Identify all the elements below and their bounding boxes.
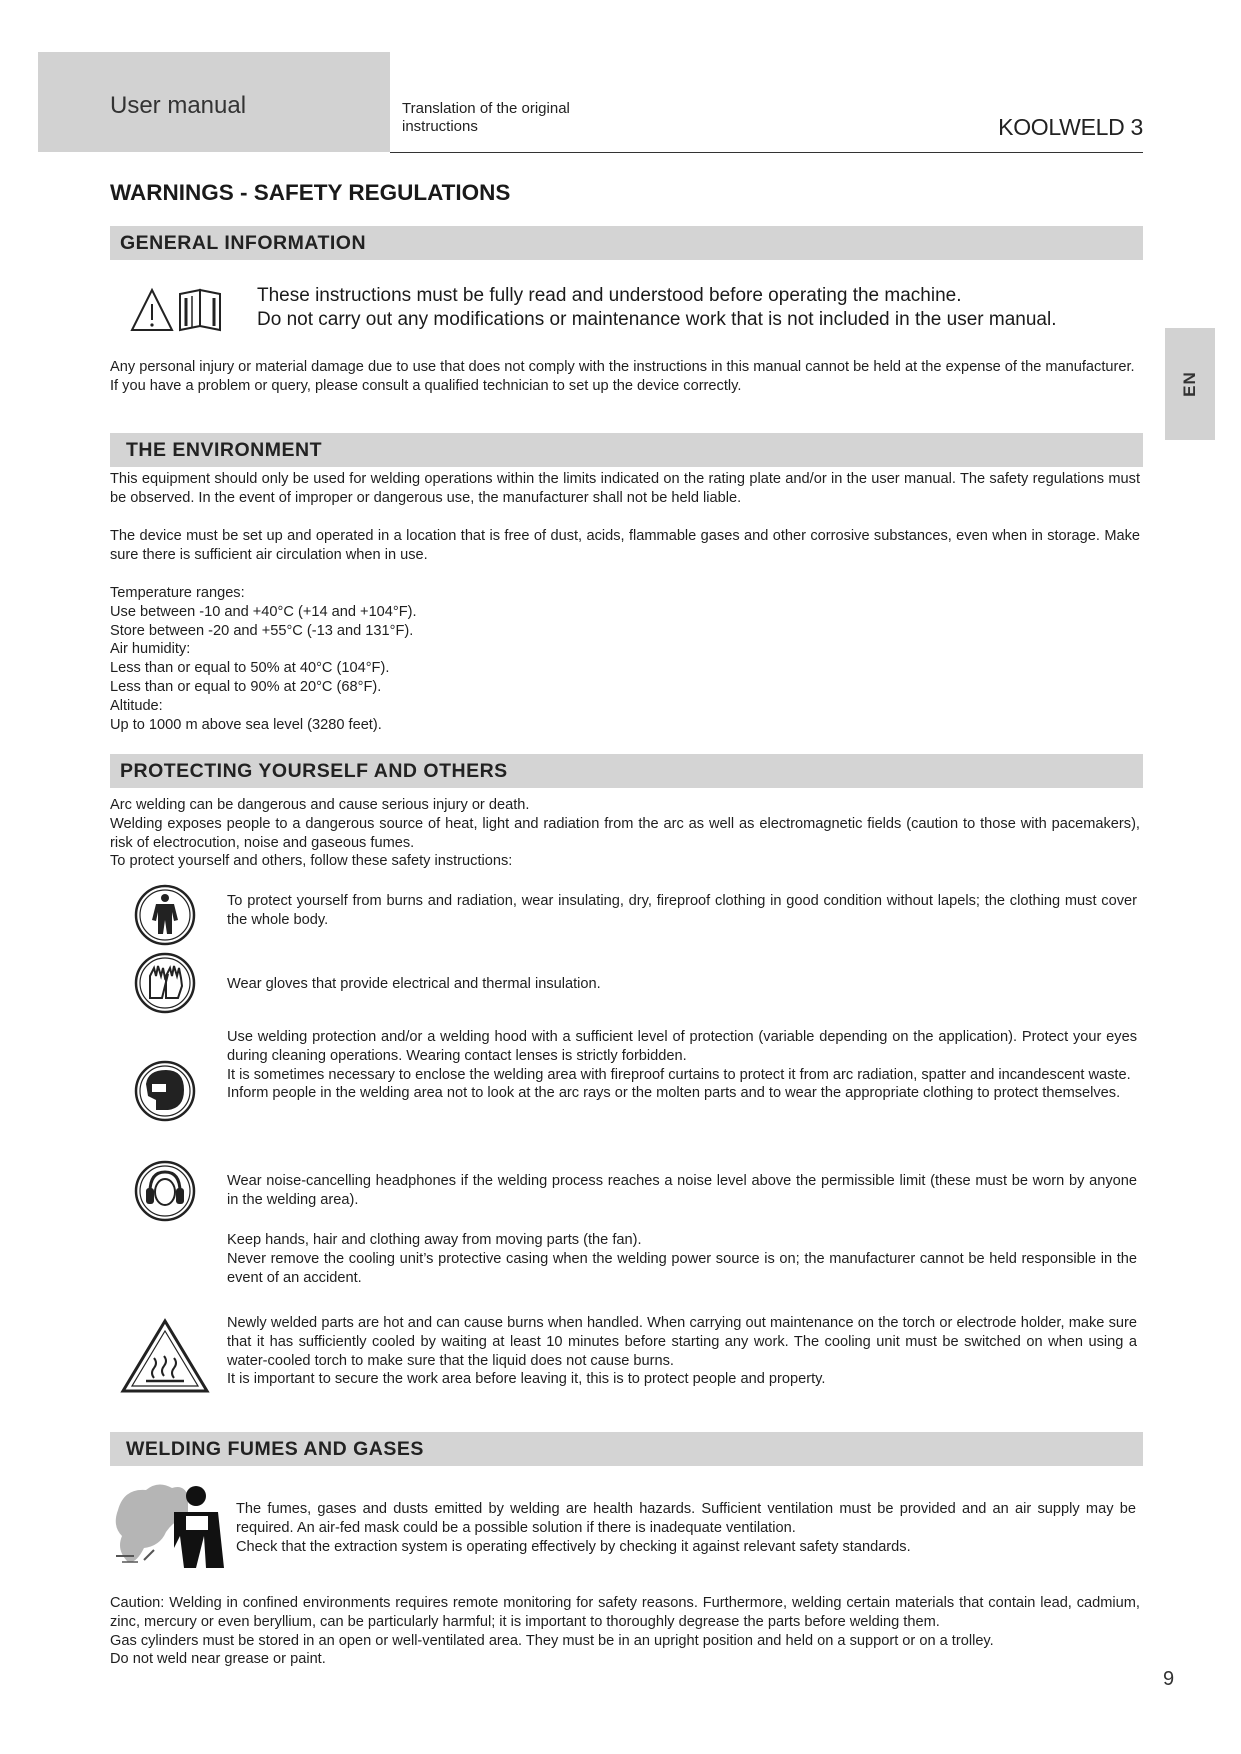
language-tab — [1165, 328, 1215, 440]
protecting-intro3: To protect yourself and others, follow these safety instructions: — [110, 853, 513, 870]
language-tab-label: EN — [1180, 371, 1199, 397]
section-protecting-header — [110, 754, 1143, 788]
welding-fumes-icon — [114, 1476, 230, 1576]
spec-line: Temperature ranges: — [110, 585, 245, 601]
protecting-intro — [110, 796, 1140, 871]
header-model: KOOLWELD 3 — [998, 114, 1143, 140]
paint-para: Do not weld near grease or paint. — [110, 1651, 326, 1668]
hot-parts-text — [227, 1314, 1137, 1389]
section-general-header — [110, 226, 1143, 260]
moving-parts-text — [227, 1231, 1137, 1287]
section-environment-title: THE ENVIRONMENT — [126, 439, 323, 461]
section-general-title: GENERAL INFORMATION — [120, 232, 367, 254]
fumes-text — [236, 1500, 1136, 1556]
page-number: 9 — [1163, 1668, 1175, 1690]
welding-mask-icon — [134, 1060, 196, 1122]
general-paragraphs — [110, 358, 1140, 396]
spec-line: Less than or equal to 50% at 40°C (104°F). — [110, 660, 390, 677]
fumes-caution — [110, 1594, 1140, 1669]
gas-cylinder-para: Gas cylinders must be stored in an open or well-ventilated area. They must be in an upright position and held on a support or on a trolley. — [110, 1632, 994, 1649]
environment-para1: This equipment should only be used for welding operations within the limits indicated on the rating plate and/or in the user manual. The safety regulations must be observed. In the event of improper or dangerous use, the manufacturer shall not be held liable. — [110, 471, 1140, 506]
general-para2: If you have a problem or query, please consult a qualified technician to set up the device correctly. — [110, 377, 742, 394]
protecting-intro1: Arc welding can be dangerous and cause serious injury or death. — [110, 797, 530, 813]
spec-line: Altitude: — [110, 697, 163, 714]
page-title: WARNINGS - SAFETY REGULATIONS — [110, 180, 511, 205]
ear-protection-text: Wear noise-cancelling headphones if the welding process reaches a noise level above the permissible limit (these must be worn by anyone in the welding area). — [227, 1173, 1137, 1208]
section-fumes-header — [110, 1432, 1143, 1466]
fumes-para1: The fumes, gases and dusts emitted by welding are health hazards. Sufficient ventilation must be provided and an air supply may be required. An air-fed mask could be a possible solution if there is inadequate ventilation. — [236, 1501, 1136, 1536]
spec-line: Less than or equal to 90% at 20°C (68°F). — [110, 678, 382, 695]
hot-para2: It is important to secure the work area before leaving it, this is to protect people and property. — [227, 1371, 826, 1388]
spec-line: Air humidity: — [110, 641, 191, 658]
general-lead-line2: Do not carry out any modifications or maintenance work that is not included in the user manual. — [257, 309, 1057, 330]
header-subtitle: Translation of the original instructions — [402, 100, 570, 135]
eyes-para3: Inform people in the welding area not to look at the arc rays or the molten parts and to wear the appropriate clothing to protect themselves. — [227, 1085, 1121, 1102]
fan-para2: Never remove the cooling unit’s protective casing when the welding power source is on; the manufacturer cannot be held responsible in the event of an accident. — [227, 1250, 1137, 1286]
header-rule — [390, 152, 1143, 153]
header-title: User manual — [110, 92, 247, 119]
environment-para2: The device must be set up and operated in a location that is free of dust, acids, flammable gases and other corrosive substances, even when in storage. Make sure there is sufficient air circulation when in use. — [110, 528, 1140, 563]
protective-clothing-icon — [134, 884, 196, 946]
spec-line: Up to 1000 m above sea level (3280 feet). — [110, 716, 382, 733]
gloves-text: Wear gloves that provide electrical and thermal insulation. — [227, 976, 601, 992]
eyes-para1: Use welding protection and/or a welding hood with a sufficient level of protection (variable depending on the application). Protect your eyes during cleaning operations. Wearing contact lenses is strictly forbidden. — [227, 1029, 1137, 1064]
protecting-intro2: Welding exposes people to a dangerous source of heat, light and radiation from the arc as well as electromagnetic fields (caution to those with pacemakers), risk of electrocution, noise and gaseous fumes. — [110, 815, 1140, 851]
spec-line: Use between -10 and +40°C (+14 and +104°F). — [110, 603, 417, 620]
section-fumes-title: WELDING FUMES AND GASES — [126, 1438, 424, 1460]
section-protecting-title: PROTECTING YOURSELF AND OTHERS — [120, 760, 508, 782]
eye-protection-text — [227, 1028, 1137, 1103]
ear-protection-icon — [134, 1160, 196, 1222]
fan-para1: Keep hands, hair and clothing away from moving parts (the fan). — [227, 1232, 642, 1248]
section-environment-header — [110, 433, 1143, 467]
fumes-para2: Check that the extraction system is operating effectively by checking it against relevant safety standards. — [236, 1538, 911, 1555]
spec-line: Store between -20 and +55°C (-13 and 131°F). — [110, 622, 414, 639]
hot-para1: Newly welded parts are hot and can cause burns when handled. When carrying out maintenance on the torch or electrode holder, make sure that it has sufficiently cooled by waiting at least 10 minutes before starting any work. The cooling unit must be switched on when using a water-cooled torch to make sure that the liquid does not cause burns. — [227, 1315, 1137, 1369]
clothing-text: To protect yourself from burns and radiation, wear insulating, dry, fireproof clothing in good condition without lapels; the clothing must cover the whole body. — [227, 893, 1137, 928]
general-para1: Any personal injury or material damage due to use that does not comply with the instructions in this manual cannot be held at the expense of the manufacturer. — [110, 359, 1135, 375]
caution-para: Caution: Welding in confined environments requires remote monitoring for safety reasons. Furthermore, welding certain materials that contain lead, cadmium, zinc, mercury or even beryllium, can be particularly harmful; it is important to thoroughly degrease the parts before welding them. — [110, 1595, 1140, 1630]
general-lead — [257, 284, 1137, 332]
protective-gloves-icon — [134, 952, 196, 1014]
environment-specs — [110, 584, 1140, 734]
eyes-para2: It is sometimes necessary to enclose the welding area with fireproof curtains to protect it from arc radiation, spatter and incandescent waste. — [227, 1066, 1131, 1083]
warning-read-manual-icon — [130, 286, 230, 334]
hot-surface-warning-icon — [120, 1318, 210, 1394]
general-lead-line1: These instructions must be fully read and understood before operating the machine. — [257, 285, 962, 306]
